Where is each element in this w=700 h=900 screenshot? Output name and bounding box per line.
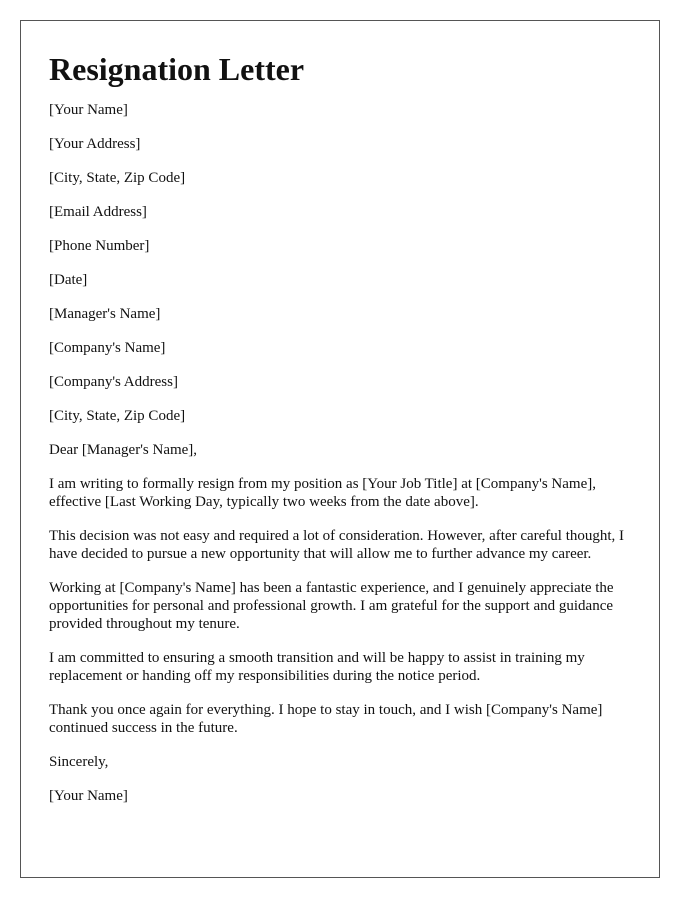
closing: Sincerely, (49, 754, 109, 770)
salutation: Dear [Manager's Name], (49, 442, 198, 458)
body-paragraph: I am writing to formally resign from my position as [Your Job Title] at [Company's Name], effective [Last Working Day, typically two weeks from the date above]. (49, 476, 596, 510)
letter-page (20, 20, 660, 878)
sender-email: [Email Address] (49, 204, 147, 220)
body-paragraph: I am committed to ensuring a smooth transition and will be happy to assist in training my replacement or handing off my responsibilities during the notice period. (49, 650, 585, 684)
body-paragraph: Thank you once again for everything. I hope to stay in touch, and I wish [Company's Name] continued success in the future. (49, 702, 603, 736)
signature: [Your Name] (49, 788, 128, 804)
sender-phone: [Phone Number] (49, 238, 150, 254)
sender-address: [Your Address] (49, 136, 141, 152)
letter-title: Resignation Letter (49, 51, 305, 87)
body-paragraph: Working at [Company's Name] has been a fantastic experience, and I genuinely appreciate the opportunities for personal and professional growth. I am grateful for the support and guidance provided throughout my tenure. (49, 580, 614, 632)
recipient-company-name: [Company's Name] (49, 340, 166, 356)
recipient-company-address: [Company's Address] (49, 374, 178, 390)
recipient-city-state-zip: [City, State, Zip Code] (49, 408, 186, 424)
letter-date: [Date] (49, 272, 88, 288)
sender-city-state-zip: [City, State, Zip Code] (49, 170, 186, 186)
recipient-manager-name: [Manager's Name] (49, 306, 161, 322)
sender-name: [Your Name] (49, 102, 128, 118)
body-paragraph: This decision was not easy and required a lot of consideration. However, after careful thought, I have decided to pursue a new opportunity that will allow me to further advance my career. (49, 528, 625, 562)
